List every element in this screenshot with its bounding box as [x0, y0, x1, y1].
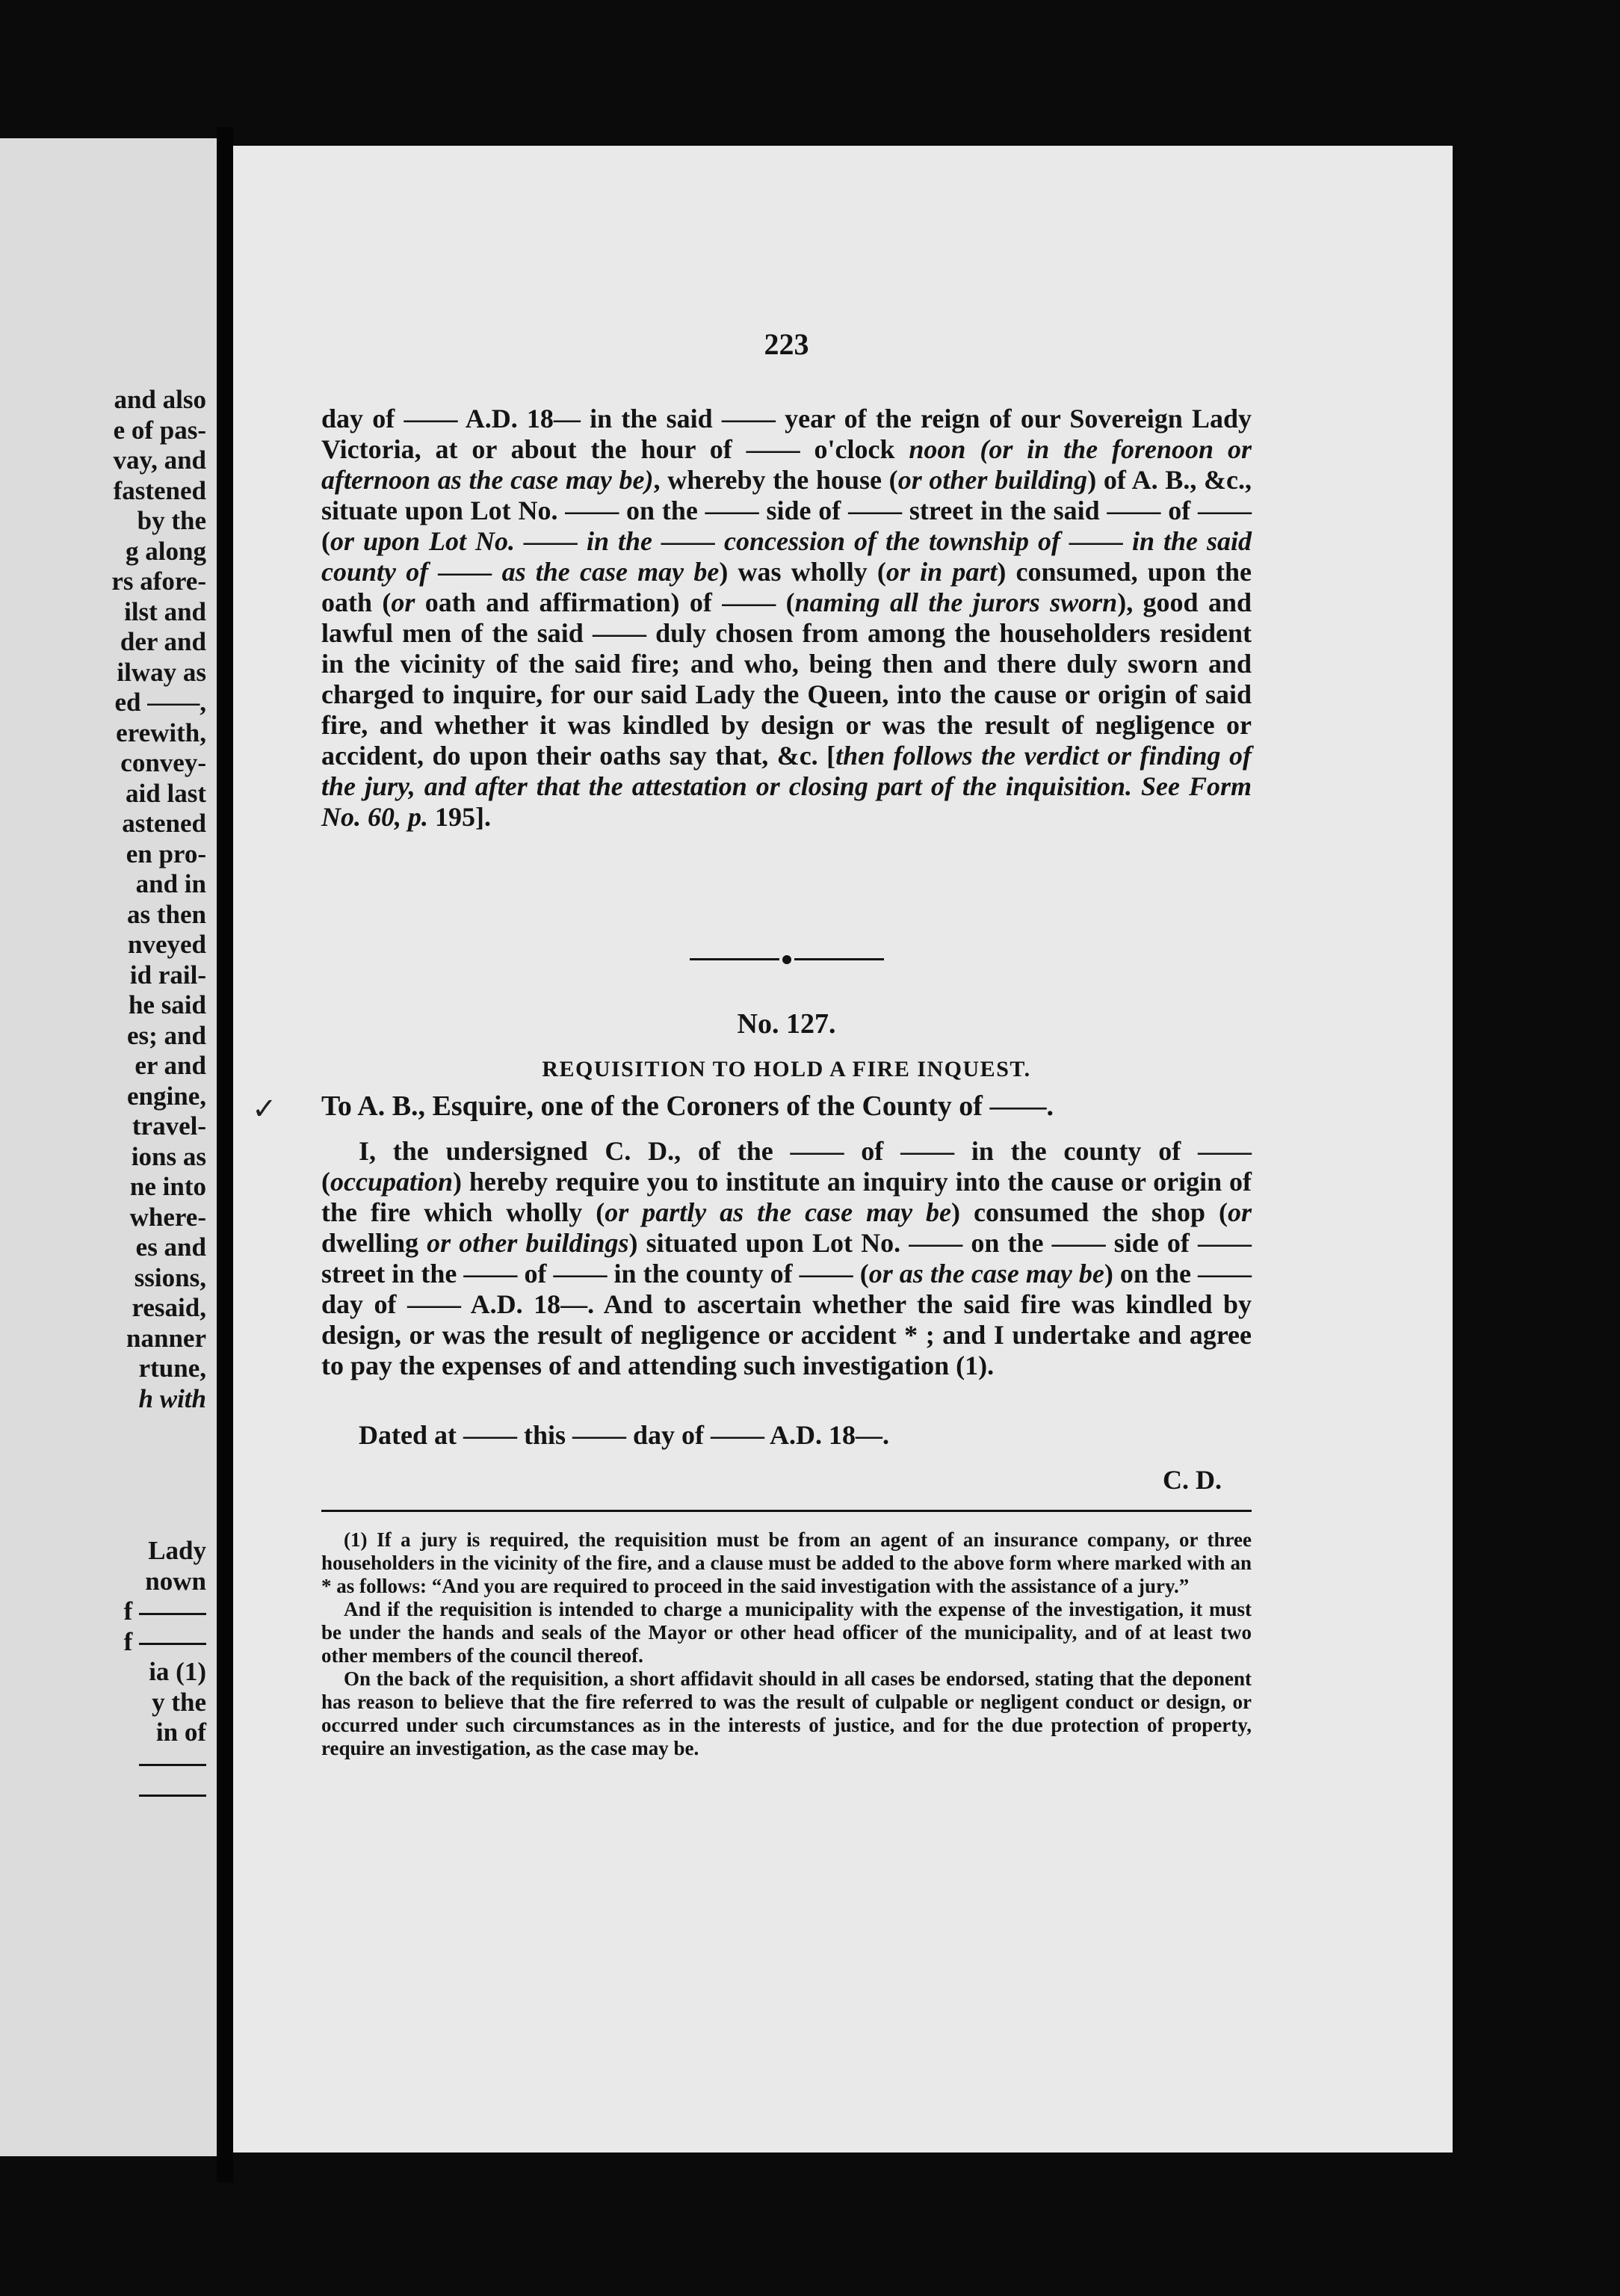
facing-line: id rail-: [129, 960, 206, 990]
facing-line: Lady: [148, 1536, 206, 1565]
facing-line: h with: [138, 1383, 206, 1413]
facing-line: y the: [152, 1687, 206, 1717]
footnote: (1) If a jury is required, the requisition must be from an agent of an insurance company, or three householders in the vicinity of the fire, and a clause must be added to the above form where marked with an * as follows: “And you are required to proceed in the said investigation with the assistance of a jury.”: [321, 1528, 1252, 1597]
facing-line: aid last: [126, 778, 206, 808]
dated-line: Dated at —— this —— day of —— A.D. 18—.: [359, 1420, 890, 1450]
facing-page-fragment: [0, 138, 217, 2156]
facing-line: ed ——,: [114, 688, 206, 717]
facing-line: ia (1): [149, 1657, 206, 1686]
footnote: And if the requisition is intended to charge a municipality with the expense of the investigation, it must be under the hands and seals of the Mayor or other head officer of the municipality, and of at least two other members of the council thereof.: [321, 1598, 1252, 1667]
facing-line: as then: [127, 899, 206, 929]
facing-line: nveyed: [128, 930, 206, 959]
facing-line: ions as: [131, 1141, 206, 1171]
footnotes: [321, 1528, 1252, 1760]
section-separator: [321, 942, 1252, 972]
facing-line: rtune,: [138, 1354, 206, 1383]
facing-line: nown: [145, 1566, 206, 1596]
facing-line: astened: [122, 809, 206, 838]
facing-line: fastened: [113, 475, 206, 505]
facing-line: where-: [129, 1202, 206, 1232]
facing-line: der and: [120, 627, 206, 656]
requisition-paragraph: I, the undersigned C. D., of the —— of —— in the county of —— (occupation) hereby require you to institute an inquiry into the cause or origin of the fire which wholly (or partly as the case may be) consumed the shop (or dwelling or other buildings) situated upon Lot No. —— on the —— side of —— street in the —— of —— in the county of —— (or as the case may be) on the —— day of —— A.D. 18—. And to ascertain whether the said fire was kindled by design, or was the result of negligence or accident * ; and I undertake and agree to pay the expenses of and attending such investigation (1).: [321, 1136, 1252, 1380]
facing-line: er and: [135, 1051, 206, 1080]
page: [233, 146, 1453, 2152]
facing-line: nanner: [126, 1323, 206, 1353]
facing-line: rs afore-: [111, 567, 206, 596]
facing-line: ssions,: [134, 1262, 206, 1292]
facing-line: g along: [126, 536, 206, 566]
facing-line: f: [0, 1596, 206, 1627]
facing-line: ilst and: [124, 596, 206, 626]
facing-line: he said: [128, 990, 206, 1019]
facing-page-text: [0, 385, 206, 1809]
footnote: On the back of the requisition, a short affidavit should in all cases be endorsed, stating that the deponent has reason to believe that the fire referred to was the result of culpable or negligent conduct or design, or occurred under such circumstances as in the interests of justice, and for the due protection of property, require an investigation, as the case may be.: [321, 1667, 1252, 1759]
facing-line: es and: [135, 1232, 206, 1262]
facing-line: vay, and: [113, 445, 206, 475]
book-spine: [217, 127, 233, 2182]
facing-line: and also: [114, 385, 206, 414]
form-body: [321, 1136, 1252, 1381]
facing-line: resaid,: [132, 1293, 206, 1322]
page-number: 223: [764, 327, 809, 361]
facing-line: en pro-: [126, 839, 206, 868]
facing-line: by the: [137, 506, 206, 535]
footnote-rule: [321, 1510, 1252, 1512]
form-title: REQUISITION TO HOLD A FIRE INQUEST.: [542, 1057, 1031, 1081]
signature: C. D.: [1163, 1465, 1222, 1495]
facing-line: e of pas-: [113, 415, 206, 445]
facing-line: [0, 1778, 206, 1809]
form-number: No. 127.: [737, 1008, 836, 1040]
facing-line: travel-: [132, 1111, 206, 1141]
facing-line: ne into: [129, 1172, 206, 1201]
facing-line: f: [0, 1627, 206, 1658]
facing-line: erewith,: [116, 718, 206, 747]
continuation-paragraph: day of —— A.D. 18— in the said —— year of the reign of our Sovereign Lady Victoria, at or about the hour of —— o'clock noon (or in the forenoon or afternoon as the case may be), whereby the house (or other building) of A. B., &c., situate upon Lot No. —— on the —— side of —— street in the said —— of —— (or upon Lot No. —— in the —— concession of the township of —— in the said county of —— as the case may be) was wholly (or in part) consumed, upon the oath (or oath and affirmation) of —— (naming all the jurors sworn), good and lawful men of the said —— duly chosen from among the householders resident in the vicinity of the said fire; and who, being then and there duly sworn and charged to inquire, for our said Lady the Queen, into the cause or origin of said fire, and whether it was kindled by design or was the result of negligence or accident, do upon their oaths say that, &c. [then follows the verdict or finding of the jury, and after that the attestation or closing part of the inquisition. See Form No. 60, p. 195].: [321, 404, 1252, 832]
facing-line: es; and: [127, 1020, 206, 1050]
margin-mark: ✓: [252, 1092, 277, 1126]
form-addressee: To A. B., Esquire, one of the Coroners of the County of ——.: [321, 1090, 1054, 1122]
facing-line: in of: [155, 1718, 206, 1747]
facing-line: [0, 1748, 206, 1779]
facing-line: engine,: [127, 1081, 206, 1111]
facing-line: ilway as: [117, 657, 206, 687]
facing-line: convey-: [120, 748, 206, 777]
facing-line: and in: [135, 869, 206, 898]
